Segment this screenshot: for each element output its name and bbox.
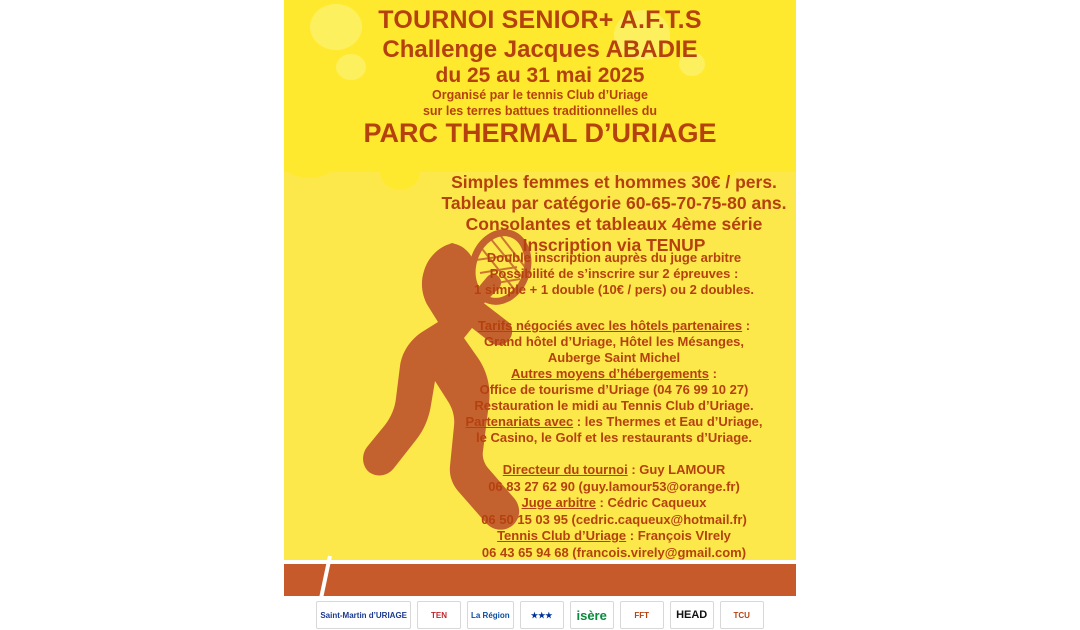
registration-block (434, 250, 794, 298)
club-uriage-logo: TCU (720, 601, 764, 629)
contact-detail: 06 83 27 62 90 (guy.lamour53@orange.fr) (488, 478, 740, 494)
contact-separator: : (595, 495, 608, 510)
head-logo: HEAD (670, 601, 714, 629)
other-accommodation-line: Restauration le midi au Tennis Club d’Uriage. (474, 398, 754, 413)
other-accommodation-line: Office de tourisme d’Uriage (04 76 99 10 27) (479, 382, 749, 397)
partners-header: Partenariats avec (465, 414, 574, 429)
tournament-poster (284, 0, 796, 630)
court-baseline (284, 560, 796, 564)
europe-logo: ★★★ (520, 601, 564, 629)
fft-logo: FFT (620, 601, 664, 629)
contact-name-line (424, 495, 796, 512)
hotels-header: Tarifs négociés avec les hôtels partenaires (477, 318, 743, 333)
registration-line: Double inscription auprès du juge arbitre (486, 250, 742, 265)
partners-line: : les Thermes et Eau d’Uriage, (573, 414, 763, 429)
pricing-line: Tableau par catégorie 60-65-70-75-80 ans. (441, 193, 787, 213)
contact-role: Juge arbitre (521, 495, 596, 510)
pricing-block (434, 172, 794, 256)
poster-organizer-line1: Organisé par le tennis Club d’Uriage (431, 88, 649, 102)
other-accommodation-header: Autres moyens d’hébergements (511, 366, 709, 381)
poster-dates: du 25 au 31 mai 2025 (435, 64, 645, 87)
ten-logo: TEN (417, 601, 461, 629)
hotels-header-line (424, 318, 796, 334)
la-region-logo: La Région (467, 601, 514, 629)
registration-line: 1 simple + 1 double (10€ / pers) ou 2 doubles. (474, 282, 754, 297)
contact-name: Guy LAMOUR (639, 462, 726, 477)
registration-line: Possibilité de s’inscrire sur 2 épreuves : (489, 266, 739, 281)
contact-separator: : (626, 528, 638, 543)
contacts-block (424, 462, 796, 561)
poster-title-line1: TOURNOI SENIOR+ A.F.T.S (378, 6, 702, 34)
contact-name-line (424, 528, 796, 545)
pricing-line: Consolantes et tableaux 4ème série (465, 214, 763, 234)
accommodation-block (424, 318, 796, 446)
pricing-line: Inscription via TENUP (522, 235, 706, 255)
isere-logo: isère (570, 601, 614, 629)
hotels-line: Auberge Saint Michel (547, 350, 681, 365)
contact-detail: 06 43 65 94 68 (francois.virely@gmail.com) (481, 544, 747, 560)
poster-organizer-line2: sur les terres battues traditionnelles du (422, 104, 658, 118)
contact-role: Directeur du tournoi (502, 462, 628, 477)
contact-detail: 06 50 15 03 95 (cedric.caqueux@hotmail.fr) (481, 511, 747, 527)
contact-name: Cédric Caqueux (607, 495, 707, 510)
hotels-header-suffix: : (742, 318, 751, 333)
poster-venue: PARC THERMAL D’URIAGE (363, 118, 717, 148)
contact-name: François VIrely (637, 528, 731, 543)
other-header-suffix: : (709, 366, 717, 381)
contact-name-line (424, 462, 796, 479)
sponsor-logos (284, 600, 796, 630)
saint-martin-duriage-logo: Saint-Martin d’URIAGE (316, 601, 411, 629)
contact-role: Tennis Club d’Uriage (497, 528, 627, 543)
hotels-line: Grand hôtel d’Uriage, Hôtel les Mésanges, (483, 334, 745, 349)
partners-header-line (424, 414, 796, 430)
poster-title-line2: Challenge Jacques ABADIE (382, 36, 698, 63)
contact-separator: : (627, 462, 640, 477)
splash-dot (380, 154, 420, 190)
pricing-line: Simples femmes et hommes 30€ / pers. (451, 172, 777, 192)
other-header-line (424, 366, 796, 382)
partners-line: le Casino, le Golf et les restaurants d’Uriage. (476, 430, 752, 445)
